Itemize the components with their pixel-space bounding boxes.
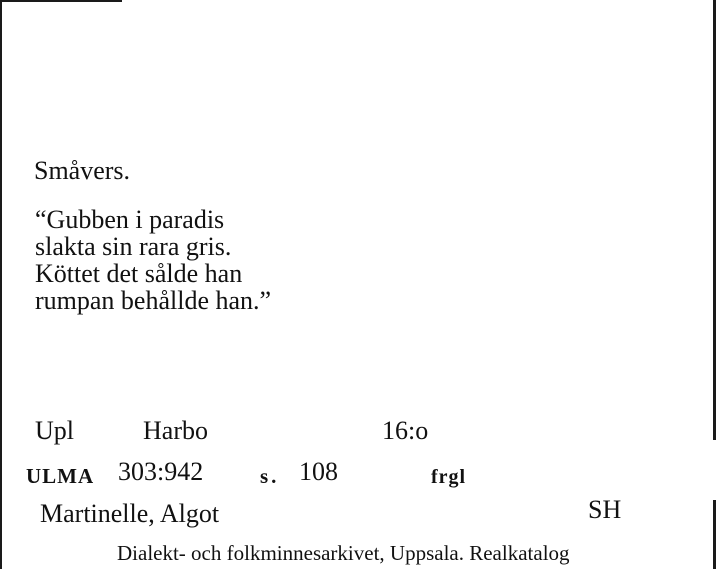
verse-line: “Gubben i paradis <box>35 205 225 234</box>
parish: Harbo <box>143 416 208 445</box>
page-prefix: s. <box>260 464 280 488</box>
page-number: 108 <box>299 457 338 486</box>
verse-line: Köttet det sålde han <box>35 259 243 288</box>
format: 16:o <box>382 416 429 445</box>
province: Upl <box>35 416 74 445</box>
archive-footer: Dialekt- och folkminnesarkivet, Uppsala. Realkatalog <box>117 541 570 565</box>
reference-number: 303:942 <box>118 457 204 486</box>
card-heading: Småvers. <box>34 156 131 185</box>
card-top-edge <box>0 0 122 2</box>
initials: SH <box>588 495 622 524</box>
topic-code: frgl <box>431 466 467 488</box>
verse <box>35 206 271 314</box>
verse-line: slakta sin rara gris. <box>35 232 232 261</box>
collector-name: Martinelle, Algot <box>40 499 220 528</box>
card-left-edge <box>0 0 2 569</box>
archive-code: ULMA <box>26 464 95 488</box>
verse-line: rumpan behållde han.” <box>35 286 272 315</box>
